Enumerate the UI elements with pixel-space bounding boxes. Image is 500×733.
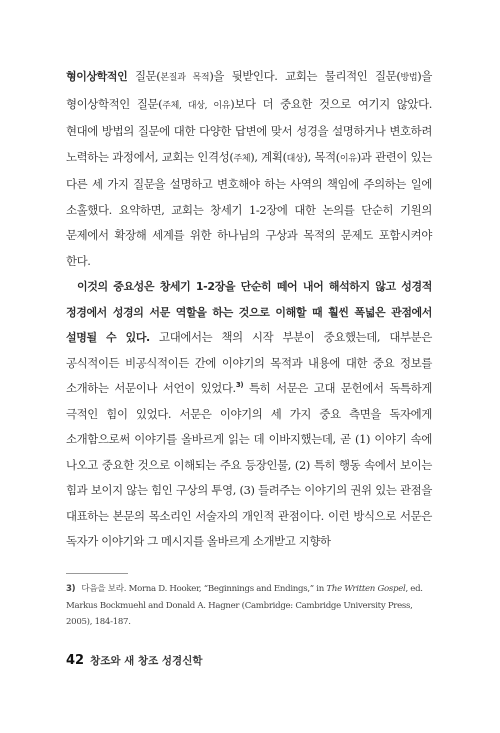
small-text: 방법 bbox=[400, 73, 418, 83]
text-run: )을 뒷받인다. 교회는 물리적인 질문( bbox=[209, 69, 401, 83]
small-text: 이유 bbox=[339, 153, 357, 164]
text-run: 질문( bbox=[127, 69, 161, 83]
text-run: 고대에서는 책의 시작 부분이 중요했는데, 대부분은 공식적이든 비공식적이든 간에 이야기의 목적과 내용에 대한 중요 정보를 소개하는 서문이나 서언이 있었다. bbox=[66, 330, 432, 395]
paragraph-2 bbox=[66, 274, 432, 555]
footnote-divider bbox=[66, 573, 128, 574]
footnote-text: , ed. Markus Bockmuehl and Donald A. Hagner (Cambridge: Cambridge University Press, 2005), 184-187. bbox=[66, 584, 423, 627]
footnote bbox=[66, 581, 432, 631]
text-run: )을 형이상학적인 질문( bbox=[66, 69, 433, 111]
small-text: 본질과 목적 bbox=[160, 73, 210, 83]
text-run: ), 계획( bbox=[250, 149, 287, 164]
small-text: 주체, 대상, 이유 bbox=[162, 100, 231, 111]
small-text: 대상 bbox=[286, 153, 304, 164]
small-text: 주체 bbox=[233, 153, 251, 164]
page-number: 42 bbox=[66, 653, 85, 668]
footnote-number: 3) bbox=[66, 584, 76, 594]
emphasis-text: 이것의 중요성은 창세기 1-2장을 단순히 떼어 내어 해석하지 않고 성경적 정경에서 성경의 서문 역할을 하는 것으로 이해할 때 훨씬 폭넓은 관점에서 설명될 수 있다. bbox=[66, 280, 432, 344]
running-title: 창조와 새 창조 성경신학 bbox=[90, 655, 203, 667]
body-text bbox=[66, 64, 432, 555]
text-run: 특히 서문은 고대 문헌에서 독특하게 극적인 힘이 있었다. 서문은 이야기의 세 가지 중요 측면을 독자에게 소개함으로써 이야기를 올바르게 읽는 데 이바지했는데, 곧 (1) 이야기 속에 나오고 중요한 것으로 이해되는 주요 등장인물, (2) 특히 행동 속에서 보이는 힘과 보이지 않는 힘인 구상의 투영, (3) 들려주는 이야기의 권위 있는 관점을 대표하는 본문의 목소리인 서술자의 개인적 관점이다. 이런 방식으로 서문은 독자가 이야기와 그 메시지를 올바르게 소개받고 지향하 bbox=[66, 381, 433, 548]
emphasis-text: 형이상학적인 bbox=[66, 70, 128, 83]
footnote-reference[interactable]: 3) bbox=[235, 381, 244, 390]
text-run: ), 목적( bbox=[303, 149, 340, 164]
text-run: )보다 더 중요한 것으로 여기지 않았다. 현대에 방법의 질문에 대한 다양한 답변에 맞서 성경을 설명하거나 변호하려 노력하는 과정에서, 교회는 인격성( bbox=[66, 96, 433, 164]
paragraph-1 bbox=[66, 64, 432, 274]
text-run: )과 관련이 있는 다른 세 가지 질문을 설명하고 변호해야 하는 사역의 책임에 주의하는 일에 소홀했다. 요약하면, 교회는 창세기 1-2장에 대한 논의를 단순히 기원의 문제에서 확장해 세계를 위한 하나님의 구상과 목적의 문제도 포함시켜야 한다. bbox=[66, 149, 432, 268]
footnote-book-title: The Written Gospel bbox=[326, 584, 406, 594]
page-footer bbox=[66, 649, 203, 668]
footnote-text: 다음을 보라. Morna D. Hooker, “Beginnings and Endings,” in bbox=[81, 584, 327, 594]
